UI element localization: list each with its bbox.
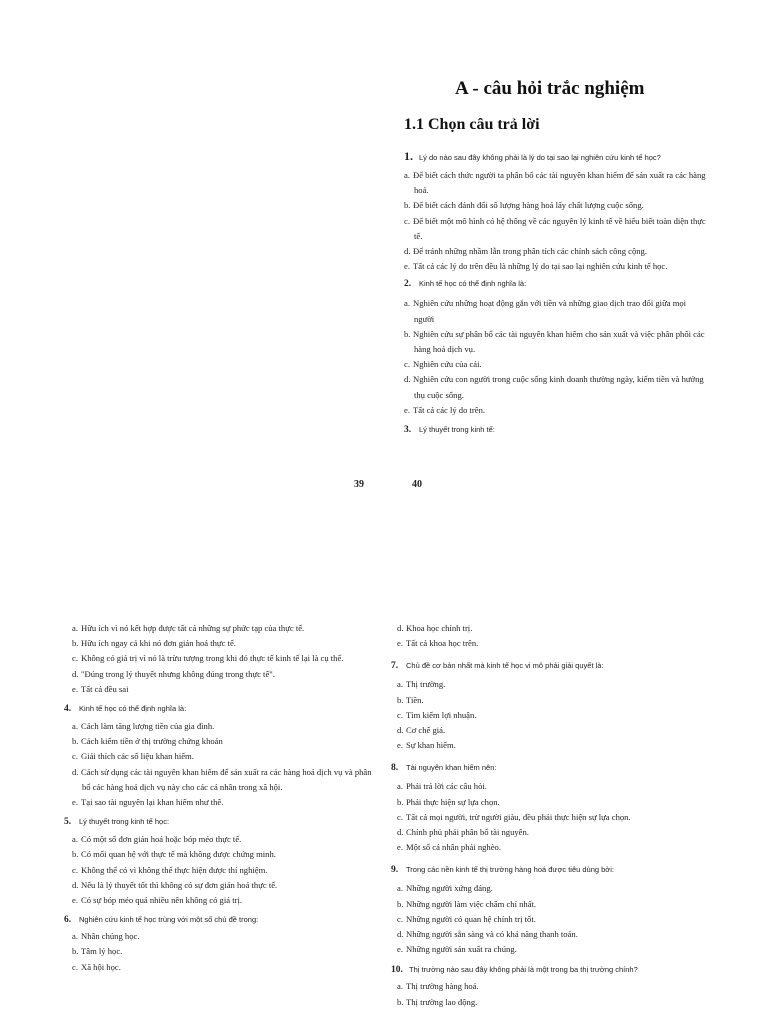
question-number: 5. — [64, 817, 72, 828]
question-number: 4. — [64, 704, 72, 715]
page-number-right: 40 — [412, 479, 422, 490]
option-item: d. Những người sẵn sàng và có khả năng thanh toán. — [397, 929, 578, 940]
option-item: e. Tại sao tài nguyên lại khan hiếm như thế. — [72, 797, 224, 808]
question-text: Lý thuyết trong kinh tế học: — [79, 817, 170, 827]
question — [64, 816, 372, 828]
option-item: b. Hữu ích ngay cả khi nó đơn giản hoá thực tế. — [72, 638, 236, 649]
option-item: b. Nghiên cứu sự phân bổ các tài nguyên khan hiếm cho sản xuất và việc phân phối các hàng hoá dịch vụ. — [404, 328, 705, 355]
question-block — [391, 762, 707, 855]
option-item: b. Cách kiếm tiền ở thị trường chứng khoán — [72, 736, 223, 747]
question-text: Thị trường nào sau đây không phải là một trong ba thị trường chính? — [409, 965, 638, 975]
option-item: e. Có sự bóp méo quá nhiều nên không có giá trị. — [72, 895, 242, 906]
question-number: 10. — [391, 965, 403, 976]
option-item: d. Cách sử dụng các tài nguyên khan hiếm để sản xuất ra các hàng hoá dịch vụ và phân bổ các hàng hoá dịch vụ này cho các cá nhân trong xã hội. — [72, 766, 372, 792]
question-number: 7. — [391, 661, 399, 672]
option-item: b. Có mối quan hệ với thực tế mà không được chứng minh. — [72, 849, 276, 860]
question-block — [64, 816, 372, 908]
option-item: e. Những người sản xuất ra chúng. — [397, 944, 517, 955]
option-item: e. Tất cả các lý do trên đều là những lý do tại sao lại nghiên cứu kinh tế học. — [404, 261, 668, 272]
option-item: a. Thị trường. — [397, 679, 446, 690]
option-list — [404, 296, 706, 418]
option-item: e. Tất cả khoa học trên. — [397, 638, 479, 649]
question-number: 9. — [391, 865, 399, 876]
page-title: A - câu hỏi trắc nghiệm — [455, 78, 645, 99]
option-item: a. Hữu ích vì nó kết hợp được tất cả những sự phức tạp của thực tế. — [72, 623, 305, 633]
option-list — [72, 832, 372, 908]
option-item: b. Thị trường lao động. — [397, 996, 478, 1007]
option-item: d. "Đúng trong lý thuyết nhưng không đúng trong thực tế". — [72, 668, 275, 679]
option-item: b. Những người làm việc chăm chỉ nhất. — [397, 898, 537, 909]
question-text: Nghiên cứu kinh tế học trùng với một số chủ đề trong: — [79, 915, 259, 925]
question — [391, 864, 707, 876]
lower-left-column — [64, 621, 372, 975]
option-list — [397, 677, 707, 753]
question — [64, 703, 372, 715]
option-item: e. Tất cả các lý do trên. — [404, 404, 486, 415]
option-item: a. Có một số đơn giản hoá hoặc bóp méo thực tế. — [72, 834, 242, 845]
question-block — [391, 864, 707, 957]
option-item: c. Không có giá trị vì nó là trừu tượng trong khi đó thực tế kinh tế lại là cụ thể. — [72, 653, 344, 664]
option-item: d. Chính phủ phải phân bổ tài nguyên. — [397, 827, 529, 838]
question — [64, 914, 372, 926]
section-heading: 1.1 Chọn câu trả lời — [404, 116, 540, 133]
question-block — [391, 660, 707, 753]
option-item: c. Để biết một mô hình có hệ thống về các nguyên lý kinh tế về hiểu biết toàn diện thực tế. — [404, 215, 706, 241]
question-block — [64, 914, 372, 975]
question-text: Tài nguyên khan hiếm nên: — [406, 763, 497, 773]
option-item: b. Phải thực hiện sự lựa chọn. — [397, 796, 500, 807]
option-item: a. Phải trả lời các câu hỏi. — [397, 781, 487, 792]
question-number: 2. — [404, 279, 412, 290]
option-item: c. Tìm kiếm lợi nhuận. — [397, 709, 477, 720]
page-number-left: 39 — [354, 479, 364, 490]
option-item: c. Không thể có vì không thể thực hiện được thí nghiệm. — [72, 864, 268, 875]
option-list — [72, 719, 372, 810]
option-item: e. Một số cá nhân phải nghèo. — [397, 842, 501, 853]
option-item: a. Để biết cách thức người ta phân bổ các tài nguyên khan hiếm để sản xuất ra các hàng hoá. — [404, 170, 706, 196]
question — [391, 660, 707, 672]
option-item: a. Thị trường hàng hoá. — [397, 981, 479, 992]
option-item: c. Những người có quan hệ chính trị tốt. — [397, 913, 536, 924]
option-item: c. Tất cả mọi người, trừ người giàu, đều phải thực hiện sự lựa chọn. — [397, 811, 631, 822]
lower-right-column — [391, 621, 707, 1010]
question-block — [404, 278, 706, 418]
question-text: Kinh tế học có thể định nghĩa là: — [79, 704, 187, 714]
option-item: c. Nghiên cứu của cải. — [404, 359, 482, 370]
option-item: e. Tất cả đều sai — [72, 683, 129, 694]
option-list — [397, 881, 707, 957]
upper-right-column — [404, 150, 706, 436]
question-block — [404, 424, 706, 436]
option-item: d. Nghiên cứu con người trong cuộc sống kinh doanh thường ngày, kiếm tiền và hưởng thụ cuộc sống. — [404, 374, 704, 400]
option-item: b. Tâm lý học. — [72, 946, 123, 957]
option-list — [397, 621, 707, 651]
question-block — [64, 703, 372, 810]
option-item: d. Cơ chế giá. — [397, 725, 446, 736]
question — [391, 964, 707, 976]
question-number: 3. — [404, 425, 412, 436]
option-item: c. Giải thích các số liệu khan hiếm. — [72, 751, 194, 762]
option-item: a. Nghiên cứu những hoạt động gắn với tiền và những giao dịch trao đổi giữa mọi người — [404, 298, 687, 324]
question-text: Kinh tế học có thể định nghĩa là: — [419, 279, 527, 289]
option-item: a. Nhân chủng học. — [72, 931, 140, 942]
question-text: Lý thuyết trong kinh tế: — [419, 425, 495, 435]
option-item: d. Để tránh những nhầm lẫn trong phân tích các chính sách công cộng. — [404, 246, 647, 257]
option-list — [72, 621, 372, 697]
question-block — [391, 964, 707, 1009]
option-item: b. Tiền. — [397, 694, 424, 705]
option-item: c. Xã hội học. — [72, 961, 121, 972]
question — [404, 278, 706, 290]
question — [404, 150, 706, 164]
option-item: e. Sự khan hiếm. — [397, 740, 456, 751]
question-text: Trong các nền kinh tế thị trường hàng hoá được tiêu dùng bởi: — [406, 865, 614, 875]
question — [404, 424, 706, 436]
question-text: Lý do nào sau đây không phải là lý do tại sao lại nghiên cứu kinh tế học? — [419, 153, 661, 162]
option-item: a. Cách làm tăng lượng tiền của gia đình. — [72, 721, 215, 732]
question-number: 1. — [404, 149, 413, 163]
question — [391, 762, 707, 774]
question-text: Chủ đề cơ bản nhất mà kinh tế học vi mô phải giải quyết là: — [406, 661, 604, 671]
question-number: 8. — [391, 763, 399, 774]
option-list — [404, 168, 706, 274]
option-list — [397, 779, 707, 855]
option-list — [397, 979, 707, 1009]
option-item: a. Những người xứng đáng. — [397, 883, 493, 894]
option-list — [72, 929, 372, 975]
question-number: 6. — [64, 915, 72, 926]
option-item: d. Khoa học chính trị. — [397, 623, 473, 633]
option-item: d. Nếu là lý thuyết tốt thì không có sự đơn giản hoá thực tế. — [72, 879, 278, 890]
question-block — [404, 150, 706, 274]
option-item: b. Để biết cách đánh đổi số lượng hàng hoá lấy chất lượng cuộc sống. — [404, 200, 644, 211]
